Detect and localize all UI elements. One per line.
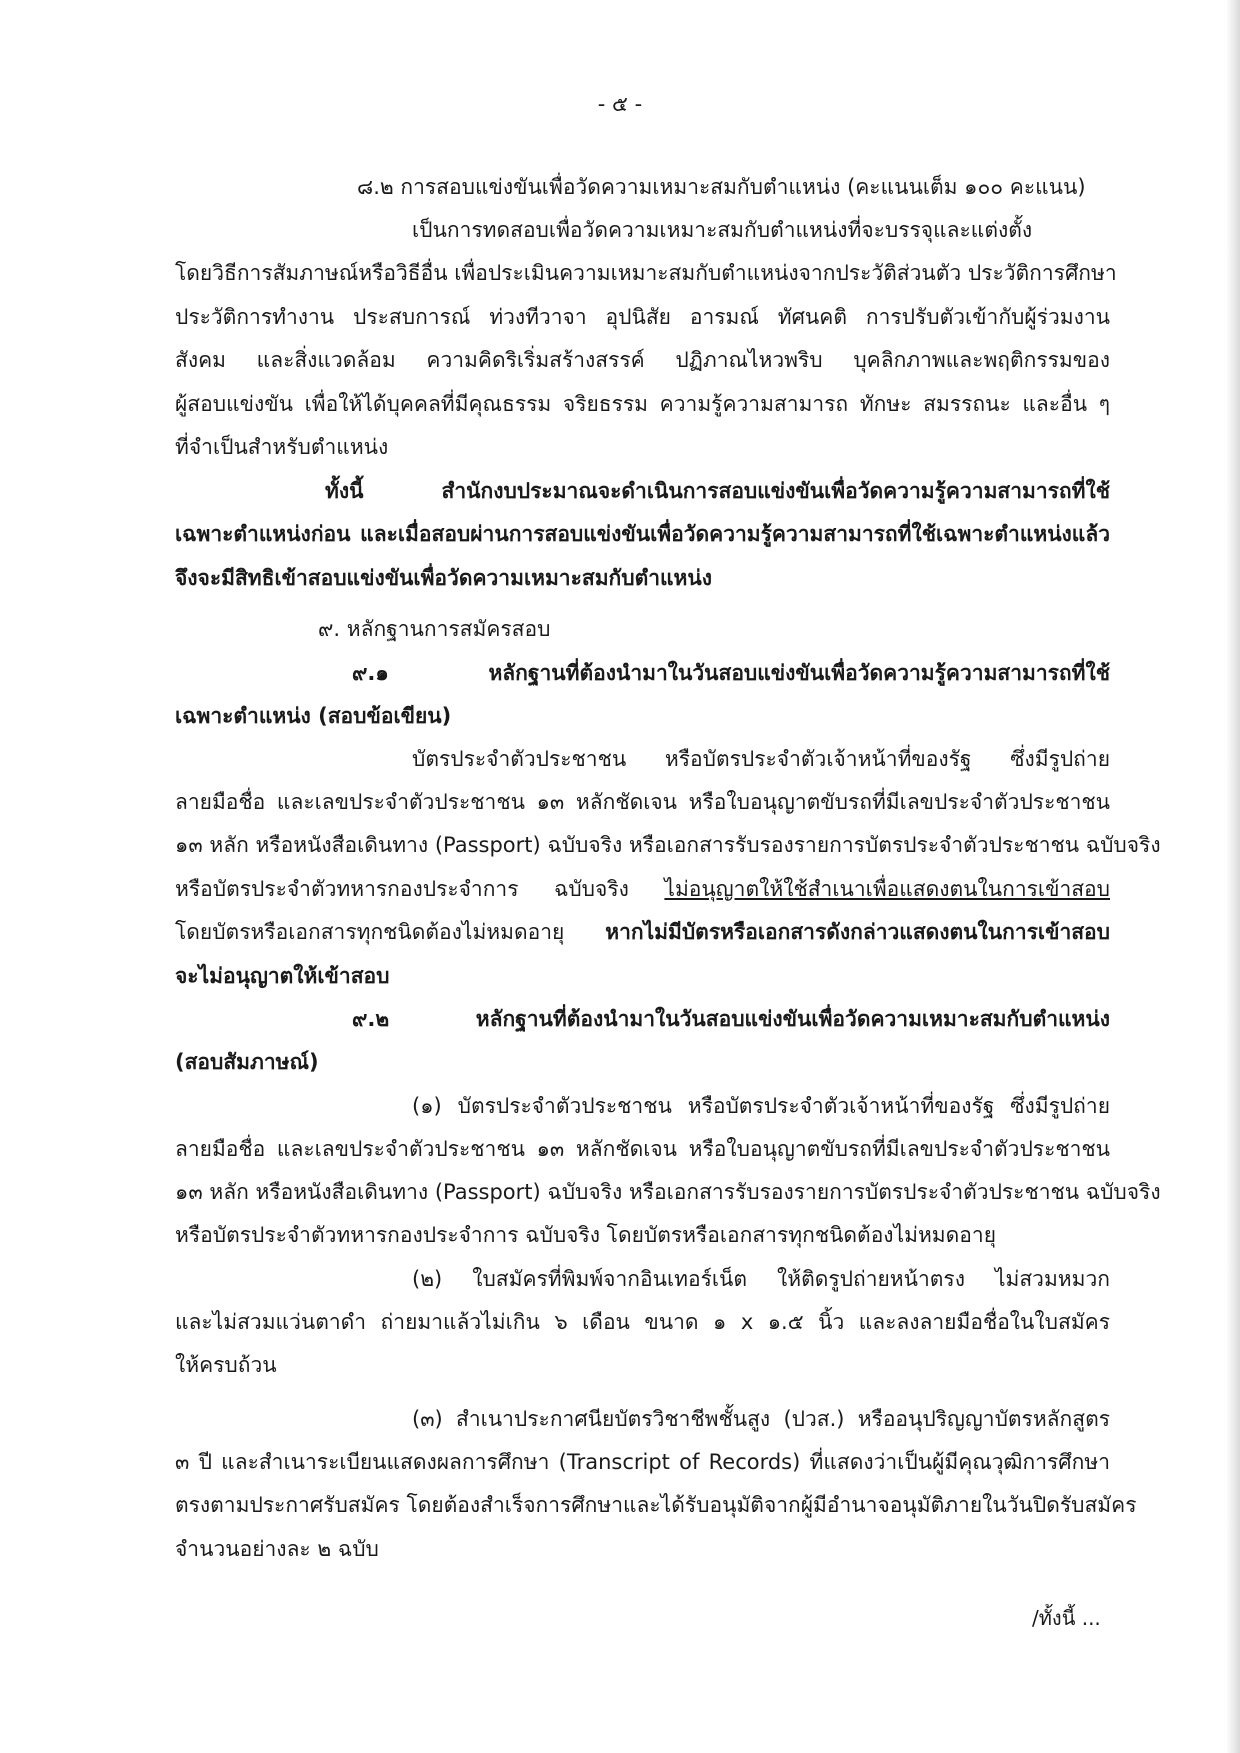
s82-line-3: ประวัติการทำงาน ประสบการณ์ ท่วงทีวาจา อุปนิสัย อารมณ์ ทัศนคติ การปรับตัวเข้ากับผู้ร่วมงาน (175, 305, 1110, 329)
s91-line-4 (175, 874, 1110, 904)
item3-line-1: (๓) สำเนาประกาศนียบัตรวิชาชีพชั้นสูง (ปวส.) หรืออนุปริญญาบัตรหลักสูตร (412, 1407, 1110, 1431)
section-9-heading: ๙. หลักฐานการสมัครสอบ (318, 617, 551, 641)
continuation-marker: /ทั้งนี้ ... (1032, 1606, 1101, 1630)
item1-line-3: ๑๓ หลัก หรือหนังสือเดินทาง (Passport) ฉบับจริง หรือเอกสารรับรองรายการบัตรประจำตัวประชาชน ฉบับจริง (175, 1180, 1161, 1204)
s91-line-4-text: หรือบัตรประจำตัวทหารกองประจำการ ฉบับจริง (175, 877, 665, 901)
item2-line-3: ให้ครบถ้วน (175, 1353, 277, 1377)
item1-line-2: ลายมือชื่อ และเลขประจำตัวประชาชน ๑๓ หลักชัดเจน หรือใบอนุญาตขับรถที่มีเลขประจำตัวประชาชน (175, 1137, 1110, 1161)
s91-line-2: ลายมือชื่อ และเลขประจำตัวประชาชน ๑๓ หลักชัดเจน หรือใบอนุญาตขับรถที่มีเลขประจำตัวประชาชน (175, 790, 1110, 814)
s91-line-3: ๑๓ หลัก หรือหนังสือเดินทาง (Passport) ฉบับจริง หรือเอกสารรับรองรายการบัตรประจำตัวประชาชน ฉบับจริง (175, 833, 1161, 857)
s91-heading-line-2: เฉพาะตำแหน่ง (สอบข้อเขียน) (175, 704, 452, 728)
item3-line-4: จำนวนอย่างละ ๒ ฉบับ (175, 1537, 379, 1561)
page-number: - ๕ - (597, 92, 643, 116)
no-copy-warning: ไม่อนุญาตให้ใช้สำเนาเพื่อแสดงตนในการเข้าสอบ (664, 877, 1110, 901)
s92-heading-line-1: ๙.๒ หลักฐานที่ต้องนำมาในวันสอบแข่งขันเพื่อวัดความเหมาะสมกับตำแหน่ง (352, 1007, 1110, 1031)
s92-heading-line-2: (สอบสัมภาษณ์) (175, 1050, 319, 1074)
item3-line-3: ตรงตามประกาศรับสมัคร โดยต้องสำเร็จการศึกษาและได้รับอนุมัติจากผู้มีอำนาจอนุมัติภายในวันปิดรับสมัคร (175, 1493, 1137, 1517)
s91-line-5-text: โดยบัตรหรือเอกสารทุกชนิดต้องไม่หมดอายุ (175, 920, 606, 944)
item2-line-1: (๒) ใบสมัครที่พิมพ์จากอินเทอร์เน็ต ให้ติดรูปถ่ายหน้าตรง ไม่สวมหมวก (412, 1267, 1110, 1291)
s82-line-1: เป็นการทดสอบเพื่อวัดความเหมาะสมกับตำแหน่งที่จะบรรจุและแต่งตั้ง (412, 218, 1033, 242)
no-document-warning: หากไม่มีบัตรหรือเอกสารดังกล่าวแสดงตนในการเข้าสอบ (605, 920, 1110, 944)
s91-heading-line-1: ๙.๑ หลักฐานที่ต้องนำมาในวันสอบแข่งขันเพื่อวัดความรู้ความสามารถที่ใช้ (352, 661, 1110, 685)
s91-line-6: จะไม่อนุญาตให้เข้าสอบ (175, 964, 390, 988)
section-8-2-heading: ๘.๒ การสอบแข่งขันเพื่อวัดความเหมาะสมกับตำแหน่ง (คะแนนเต็ม ๑๐๐ คะแนน) (357, 175, 1086, 199)
s91-line-1: บัตรประจำตัวประชาชน หรือบัตรประจำตัวเจ้าหน้าที่ของรัฐ ซึ่งมีรูปถ่าย (412, 747, 1110, 771)
item2-line-2: และไม่สวมแว่นตาดำ ถ่ายมาแล้วไม่เกิน ๖ เดือน ขนาด ๑ x ๑.๕ นิ้ว และลงลายมือชื่อในใบสมัคร (175, 1310, 1110, 1334)
s82-line-4: สังคม และสิ่งแวดล้อม ความคิดริเริ่มสร้างสรรค์ ปฏิภาณไหวพริบ บุคลิกภาพและพฤติกรรมของ (175, 348, 1110, 372)
item1-line-4: หรือบัตรประจำตัวทหารกองประจำการ ฉบับจริง โดยบัตรหรือเอกสารทุกชนิดต้องไม่หมดอายุ (175, 1223, 996, 1247)
s82-line-5: ผู้สอบแข่งขัน เพื่อให้ได้บุคคลที่มีคุณธรรม จริยธรรม ความรู้ความสามารถ ทักษะ สมรรถนะ และอื่น ๆ (175, 392, 1110, 416)
s82-note-line-2: เฉพาะตำแหน่งก่อน และเมื่อสอบผ่านการสอบแข่งขันเพื่อวัดความรู้ความสามารถที่ใช้เฉพาะตำแหน่งแล้ว (175, 522, 1110, 546)
s82-note-line-3: จึงจะมีสิทธิเข้าสอบแข่งขันเพื่อวัดความเหมาะสมกับตำแหน่ง (175, 566, 712, 590)
s82-line-2: โดยวิธีการสัมภาษณ์หรือวิธีอื่น เพื่อประเมินความเหมาะสมกับตำแหน่งจากประวัติส่วนตัว ประวัติการศึกษา (175, 261, 1117, 285)
s82-line-6: ที่จำเป็นสำหรับตำแหน่ง (175, 435, 389, 459)
s82-note-line-1: ทั้งนี้ สำนักงบประมาณจะดำเนินการสอบแข่งขันเพื่อวัดความรู้ความสามารถที่ใช้ (325, 479, 1110, 503)
item3-line-2: ๓ ปี และสำเนาระเบียนแสดงผลการศึกษา (Transcript of Records) ที่แสดงว่าเป็นผู้มีคุณวุฒิการศึกษา (175, 1450, 1110, 1474)
item1-line-1: (๑) บัตรประจำตัวประชาชน หรือบัตรประจำตัวเจ้าหน้าที่ของรัฐ ซึ่งมีรูปถ่าย (412, 1094, 1110, 1118)
s91-line-5 (175, 917, 1110, 947)
